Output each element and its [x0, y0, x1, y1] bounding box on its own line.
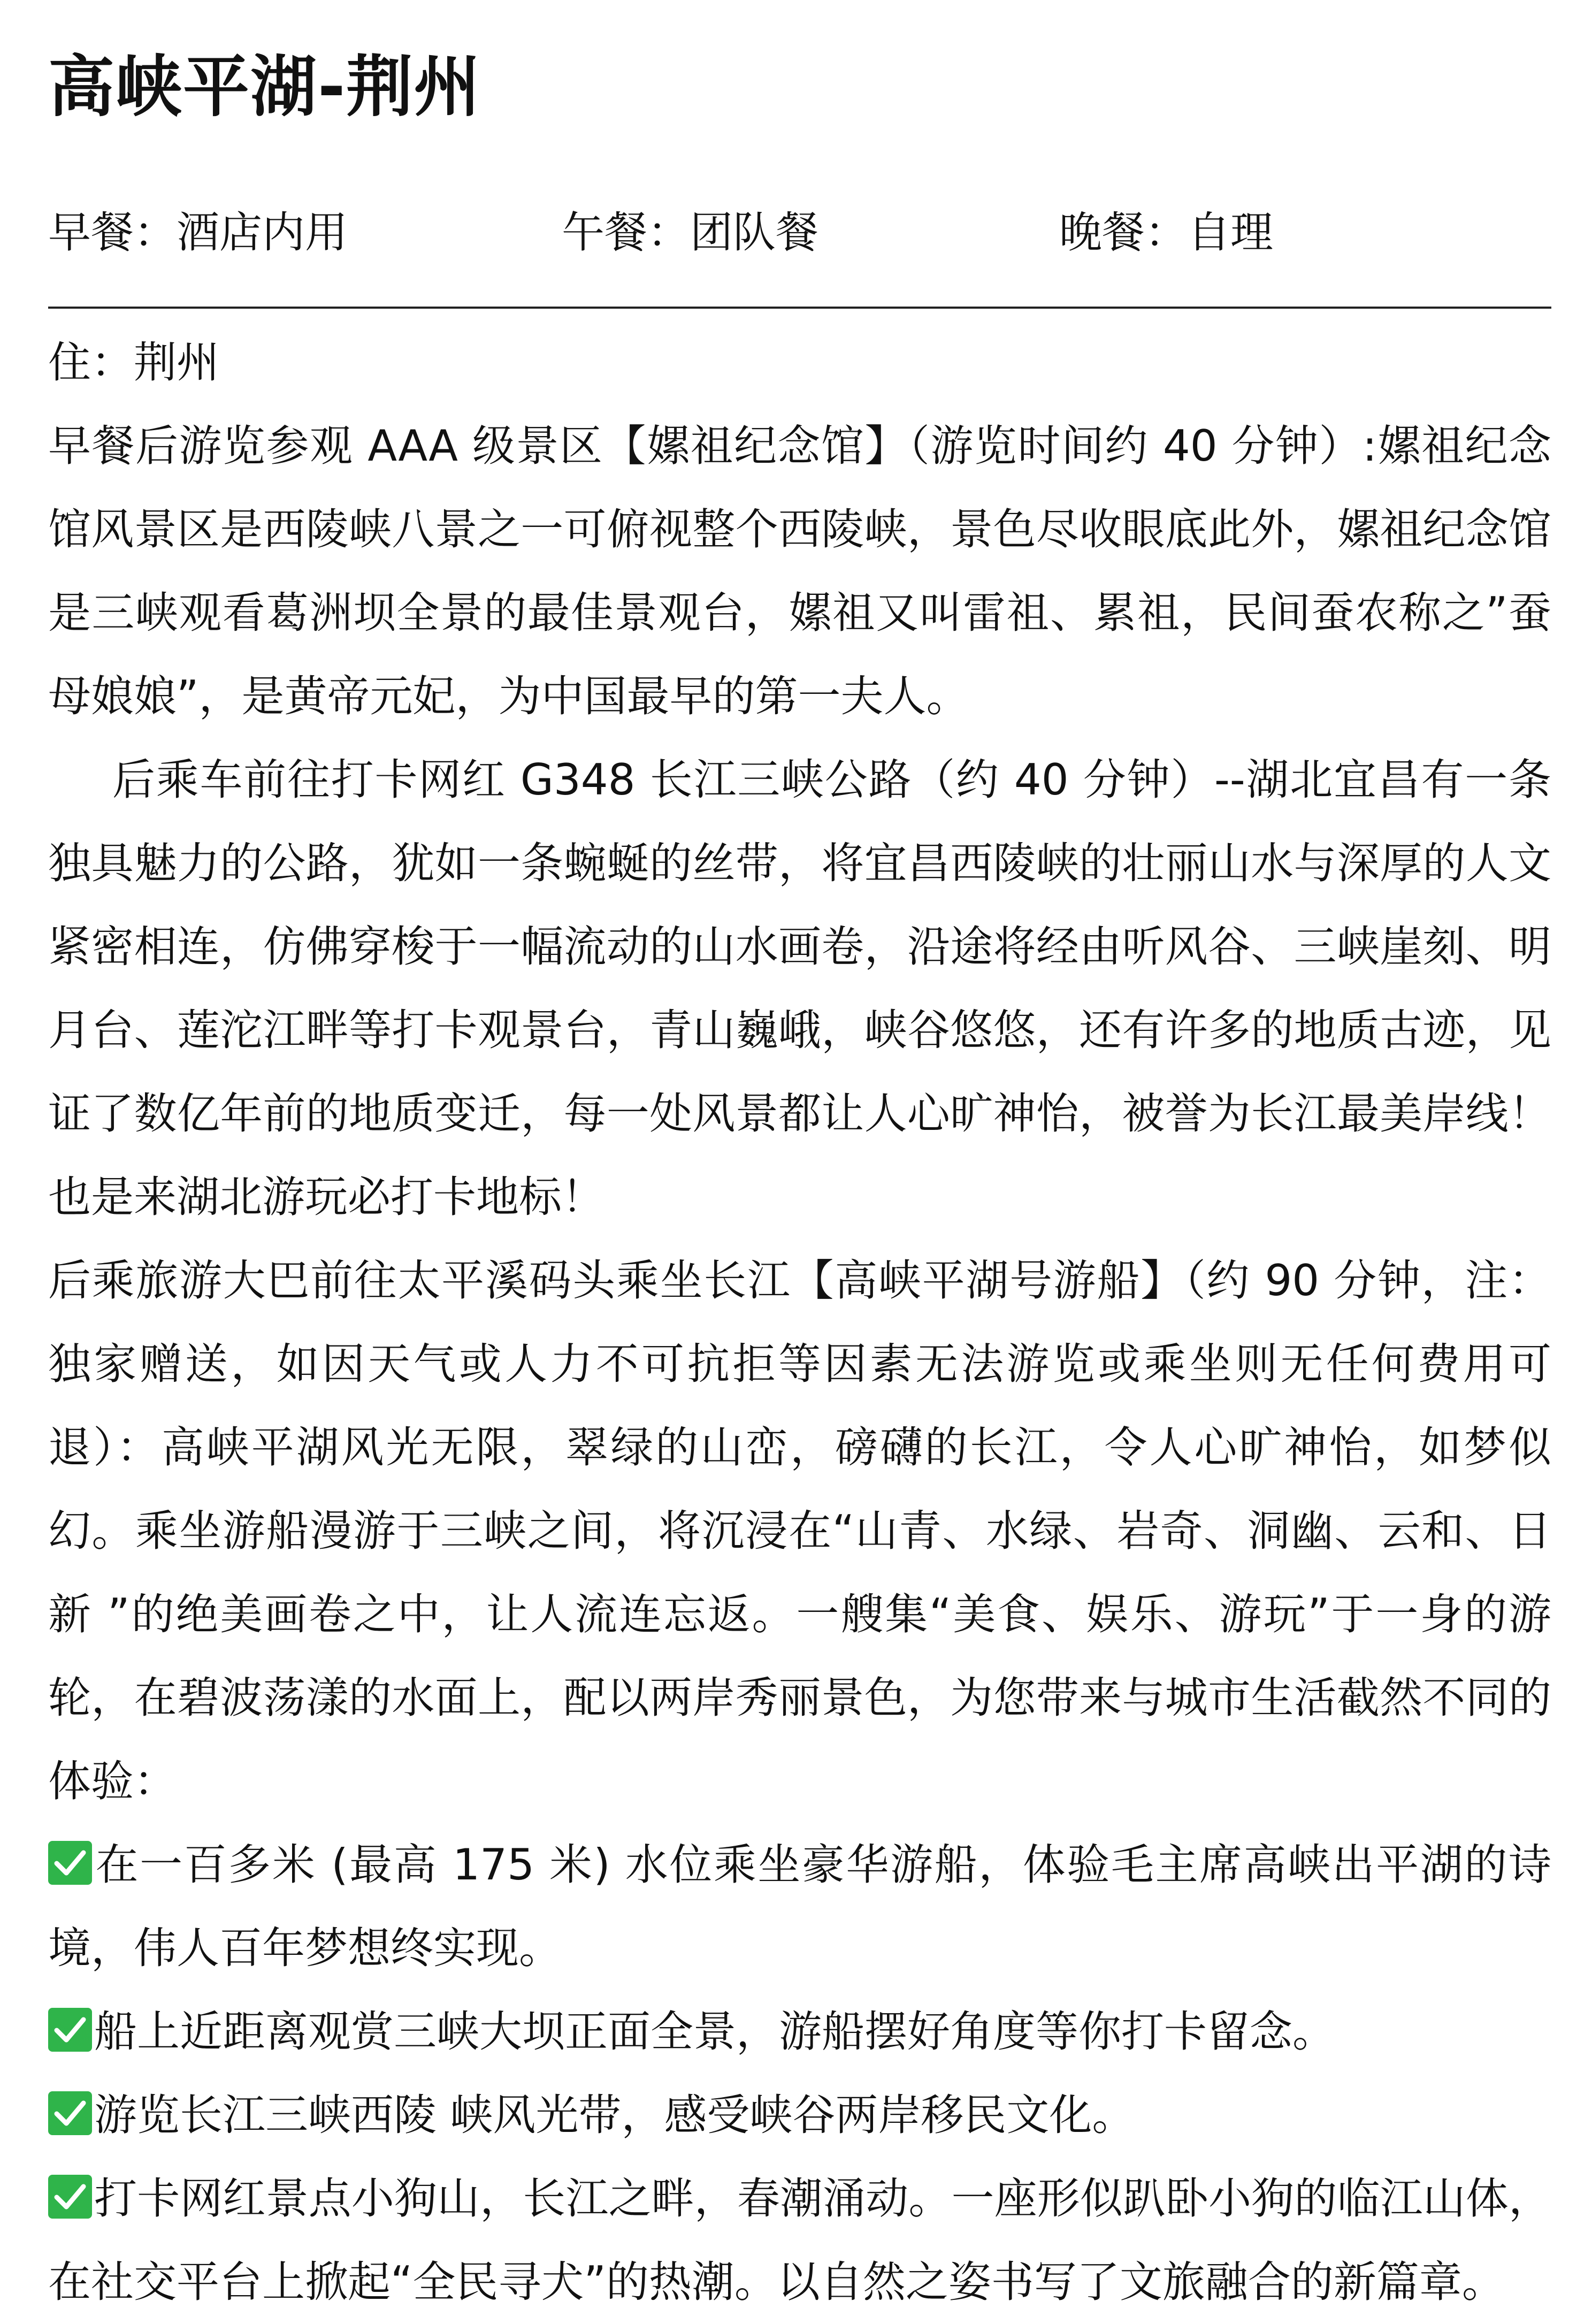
- check-mark-icon: [48, 2175, 92, 2219]
- check-mark-icon: [48, 2008, 92, 2052]
- paragraph-g348-road: 后乘车前往打卡网红 G348 长江三峡公路（约 40 分钟）--湖北宜昌有一条独具魅力的公路，犹如一条蜿蜒的丝带，将宜昌西陵峡的壮丽山水与深厚的人文紧密相连，仿佛穿梭于一幅流动的山水画卷，沿途将经由听风谷、三峡崖刻、明月台、莲沱江畔等打卡观景台，青山巍峨，峡谷悠悠，还有许多的地质古迹，见证了数亿年前的地质变迁，每一处风景都让人心旷神怡，被誉为长江最美岸线！也是来湖北游玩必打卡地标！: [48, 755, 1551, 1222]
- checklist-item: [48, 2074, 1551, 2157]
- checklist-item: [48, 1990, 1551, 2074]
- meals-row: [48, 201, 1551, 265]
- checklist-item-text: 游览长江三峡西陵 峡风光带，感受峡谷两岸移民文化。: [94, 2090, 1135, 2140]
- check-mark-icon: [48, 2091, 92, 2135]
- meal-lunch: 午餐：团队餐: [562, 208, 818, 257]
- checklist-item-text: 船上近距离观赏三峡大坝正面全景，游船摆好角度等你打卡留念。: [94, 2007, 1335, 2057]
- checklist-item-text: 在一百多米 (最高 175 米) 水位乘坐豪华游船，体验毛主席高峡出平湖的诗境，伟人百年梦想终实现。: [48, 1840, 1551, 1973]
- paragraph-cruise: 后乘旅游大巴前往太平溪码头乘坐长江【高峡平湖号游船】（约 90 分钟，注：独家赠送，如因天气或人力不可抗拒等因素无法游览或乘坐则无任何费用可退）：高峡平湖风光无限，翠绿的山峦，磅礴的长江，令人心旷神怡，如梦似幻。乘坐游船漫游于三峡之间，将沉浸在“山青、水绿、岩奇、洞幽、云和、日新 ”的绝美画卷之中，让人流连忘返。一艘集“美食、娱乐、游玩”于一身的游轮，在碧波荡漾的水面上，配以两岸秀丽景色，为您带来与城市生活截然不同的体验：: [48, 1256, 1551, 1806]
- meal-breakfast: 早餐：酒店内用: [48, 208, 348, 257]
- check-mark-icon: [48, 1841, 92, 1885]
- page-title: 高峡平湖-荆州: [48, 49, 481, 126]
- checklist-item: [48, 2157, 1551, 2324]
- checklist-item-text: 打卡网红景点小狗山，长江之畔，春潮涌动。一座形似趴卧小狗的临江山体，在社交平台上掀起“全民寻犬”的热潮。以自然之姿书写了文旅融合的新篇章。: [48, 2174, 1551, 2307]
- stay-location: 住：荆州: [48, 338, 219, 387]
- divider-line: [48, 307, 1551, 309]
- paragraph-leizu-memorial: 早餐后游览参观 AAA 级景区【嫘祖纪念馆】（游览时间约 40 分钟）:嫘祖纪念馆风景区是西陵峡八景之一可俯视整个西陵峡，景色尽收眼底此外，嫘祖纪念馆是三峡观看葛洲坝全景的最佳景观台，嫘祖又叫雷祖、累祖，民间蚕农称之”蚕母娘娘”，是黄帝元妃，为中国最早的第一夫人。: [48, 421, 1551, 721]
- meal-dinner: 晚餐：自理: [1059, 208, 1273, 257]
- itinerary-body: [48, 321, 1551, 2324]
- checklist-item: [48, 1823, 1551, 1990]
